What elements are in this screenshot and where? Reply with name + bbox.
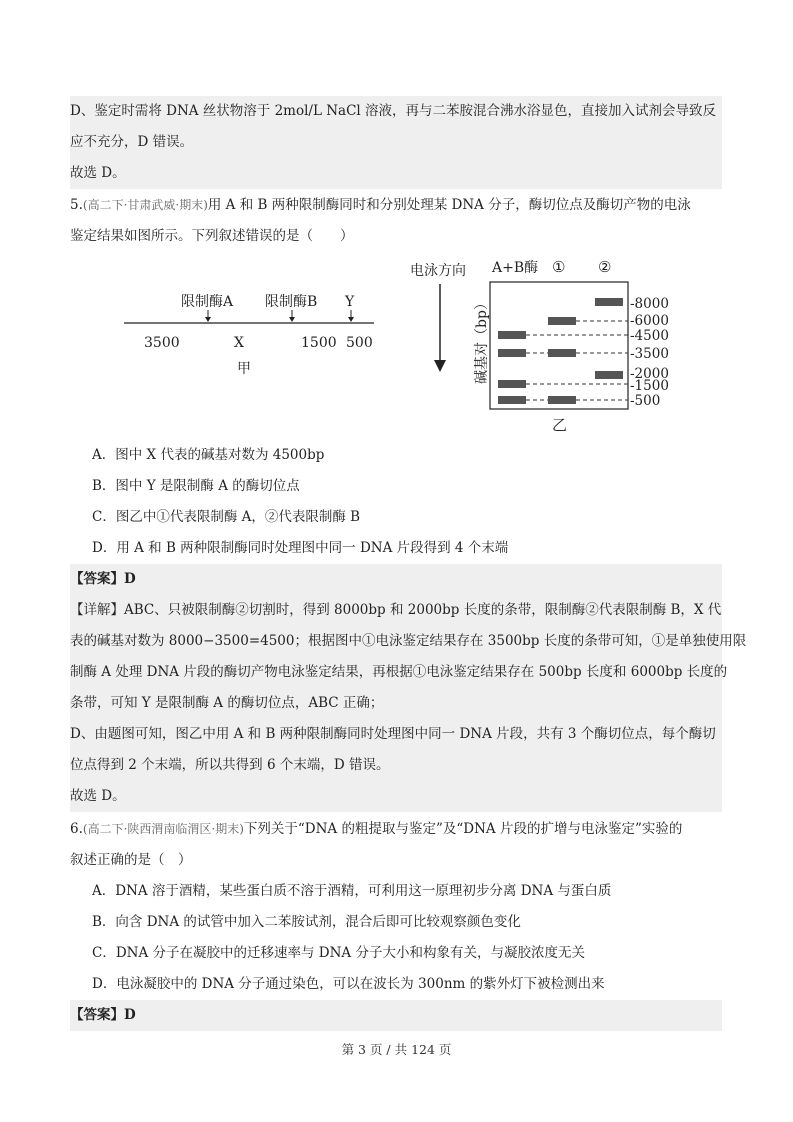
question-5-figure: [0, 248, 793, 438]
question-number: 6.: [70, 821, 83, 837]
question-6-stem-line: [70, 814, 722, 845]
marker-label: -2000: [630, 366, 669, 382]
detail-line: 【详解】ABC、只被限制酶②切割时，得到 8000bp 和 2000bp 长度的条带，限制酶②代表限制酶 B，X 代: [70, 602, 722, 618]
band-lane1-500: [548, 396, 576, 404]
prev-explanation-line: 应不充分，D 错误。: [70, 134, 194, 150]
segment-label-1500: 1500: [301, 335, 337, 351]
band-lane2-2000: [595, 371, 623, 379]
y-axis-label: 碱基对（bp）: [474, 296, 490, 384]
question-source: (高二下·陕西渭南临渭区·期末): [82, 822, 244, 836]
segment-label-500: 500: [346, 335, 373, 351]
question-5-stem-line: [70, 190, 722, 221]
figure-caption-jia: 甲: [237, 361, 251, 377]
detail-line: 条带，可知 Y 是限制酶 A 的酶切位点，ABC 正确；: [70, 695, 384, 711]
question-5-answer-block: [70, 564, 747, 812]
label-enzyme-b: 限制酶B: [265, 294, 318, 310]
option-a: A．DNA 溶于酒精，某些蛋白质不溶于酒精，可利用这一原理初步分离 DNA 与蛋白质: [92, 883, 612, 899]
detail-line: D、由题图可知，图乙中用 A 和 B 两种限制酶同时处理图中同一 DNA 片段，共有 3 个酶切位点，每个酶切: [70, 726, 716, 742]
detail-line: 表的碱基对数为 8000−3500=4500；根据图中①电泳鉴定结果存在 3500bp 长度的条带可知，①是单独使用限: [70, 633, 747, 649]
question-6-answer-block: [70, 1000, 722, 1031]
label-electrophoresis-direction: 电泳方向: [410, 263, 466, 279]
question-text: 下列关于“DNA 的粗提取与鉴定”及“DNA 片段的扩增与电泳鉴定”实验的: [243, 821, 683, 837]
label-y: Y: [345, 294, 355, 310]
option-d: D．电泳凝胶中的 DNA 分子通过染色，可以在波长为 300nm 的紫外灯下被检测出来: [92, 976, 605, 992]
label-enzyme-a: 限制酶A: [181, 294, 234, 310]
marker-label: -8000: [630, 296, 669, 312]
question-5-stem-line: 鉴定结果如图所示。下列叙述错误的是（ ）: [70, 228, 354, 244]
question-5-options: [70, 440, 722, 564]
band-lane2-8000: [595, 298, 623, 306]
option-c: C．图乙中①代表限制酶 A，②代表限制酶 B: [92, 509, 361, 525]
marker-label: -1500: [630, 378, 669, 394]
figure-caption-yi: 乙: [552, 416, 568, 434]
marker-label: -6000: [630, 313, 669, 329]
detail-line: 制酶 A 处理 DNA 片段的酶切产物电泳鉴定结果，再根据①电泳鉴定结果存在 500bp 长度和 6000bp 长度的: [70, 664, 728, 680]
prev-conclusion: 故选 D。: [70, 165, 126, 181]
cut-arrow-y-head: [348, 317, 354, 322]
marker-label: -3500: [630, 346, 669, 362]
lane-label-2: ②: [598, 258, 612, 276]
option-d: D．用 A 和 B 两种限制酶同时处理图中同一 DNA 片段得到 4 个末端: [92, 540, 509, 556]
band-lane1-3500: [548, 349, 576, 357]
lane-label-1: ①: [552, 258, 566, 276]
question-6-stem: [70, 814, 722, 1000]
question-number: 5.: [70, 197, 83, 213]
question-5-stem: [70, 190, 722, 252]
question-source: (高二下·甘肃武威·期末): [82, 198, 208, 212]
question-text: 用 A 和 B 两种限制酶同时和分别处理某 DNA 分子，酶切位点及酶切产物的电泳: [207, 197, 691, 213]
band-ab-500: [498, 396, 526, 404]
option-b: B．图中 Y 是限制酶 A 的酶切位点: [92, 478, 300, 494]
option-c: C．DNA 分子在凝胶中的迁移速率与 DNA 分子大小和构象有关，与凝胶浓度无关: [92, 945, 585, 961]
detail-conclusion: 故选 D。: [70, 788, 126, 804]
prev-explanation-block: [70, 96, 722, 189]
segment-label-x: X: [234, 335, 244, 351]
option-b: B．向含 DNA 的试管中加入二苯胺试剂，混合后即可比较观察颜色变化: [92, 914, 521, 930]
figure-yi: [410, 258, 669, 434]
detail-line: 位点得到 2 个末端，所以共得到 6 个末端，D 错误。: [70, 757, 390, 773]
page-footer: 第 3 页 / 共 124 页: [341, 1042, 452, 1057]
cut-arrow-b-head: [289, 317, 295, 322]
segment-label-3500: 3500: [144, 335, 180, 351]
band-ab-4500: [498, 331, 526, 339]
option-a: A．图中 X 代表的碱基对数为 4500bp: [92, 447, 325, 463]
marker-label: -4500: [630, 328, 669, 344]
band-ab-1500: [498, 380, 526, 388]
lane-label-ab: A+B酶: [492, 260, 539, 276]
band-lane1-6000: [548, 317, 576, 325]
figure-jia: [124, 294, 374, 377]
answer-label: 【答案】D: [70, 1007, 136, 1023]
cut-arrow-a-head: [205, 317, 211, 322]
band-ab-3500: [498, 349, 526, 357]
marker-label: -500: [630, 393, 661, 409]
band-guide-lines: [526, 321, 628, 400]
prev-explanation-line: D、鉴定时需将 DNA 丝状物溶于 2mol/L NaCl 溶液，再与二苯胺混合沸水浴显色，直接加入试剂会导致反: [70, 103, 717, 119]
question-6-stem-line: 叙述正确的是（ ）: [70, 852, 192, 868]
answer-label: 【答案】D: [70, 571, 136, 587]
direction-arrow-head: [434, 360, 446, 372]
